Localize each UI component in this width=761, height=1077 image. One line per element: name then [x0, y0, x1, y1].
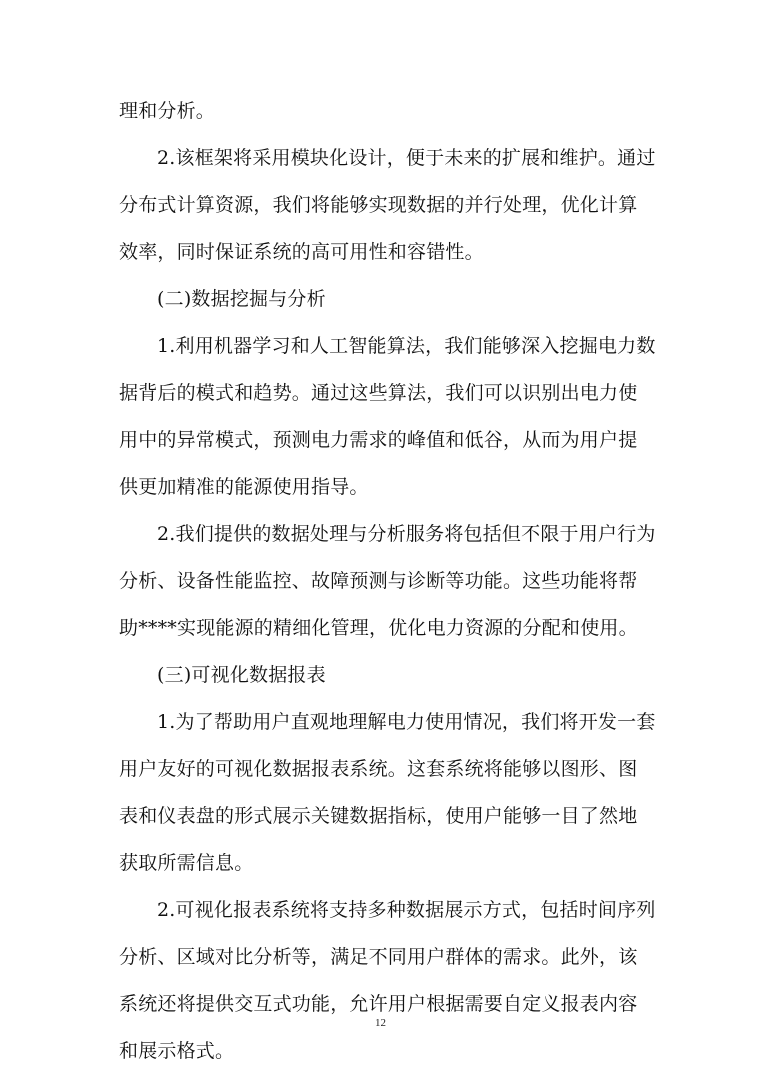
- text-line: 供更加精准的能源使用指导。: [119, 476, 369, 498]
- text-line: 用户友好的可视化数据报表系统。这套系统将能够以图形、图: [119, 758, 638, 780]
- text-line: 用中的异常模式，预测电力需求的峰值和低谷，从而为用户提: [119, 429, 638, 451]
- paragraph-first-line: 1.为了帮助用户直观地理解电力使用情况，我们将开发一套: [157, 711, 656, 733]
- paragraph-first-line: 2.可视化报表系统将支持多种数据展示方式，包括时间序列: [157, 899, 656, 921]
- text-line: 系统还将提供交互式功能，允许用户根据需要自定义报表内容: [119, 993, 638, 1015]
- text-line: 助****实现能源的精细化管理，优化电力资源的分配和使用。: [119, 617, 638, 639]
- paragraph-first-line: 1.利用机器学习和人工智能算法，我们能够深入挖掘电力数: [157, 335, 656, 357]
- paragraph-first-line: 2.我们提供的数据处理与分析服务将包括但不限于用户行为: [157, 523, 656, 545]
- section-heading: (三)可视化数据报表: [157, 664, 326, 686]
- section-heading: (二)数据挖掘与分析: [157, 288, 326, 310]
- paragraph-first-line: 2.该框架将采用模块化设计，便于未来的扩展和维护。通过: [157, 147, 656, 169]
- text-line: 表和仪表盘的形式展示关键数据指标，使用户能够一目了然地: [119, 805, 638, 827]
- text-line: 效率，同时保证系统的高可用性和容错性。: [119, 241, 484, 263]
- text-line: 据背后的模式和趋势。通过这些算法，我们可以识别出电力使: [119, 382, 638, 404]
- text-line: 理和分析。: [119, 100, 216, 122]
- text-line: 分析、区域对比分析等，满足不同用户群体的需求。此外，该: [119, 946, 638, 968]
- text-line: 分析、设备性能监控、故障预测与诊断等功能。这些功能将帮: [119, 570, 638, 592]
- body-text: [119, 88, 656, 1075]
- text-line: 和展示格式。: [119, 1040, 235, 1062]
- page-number: 12: [375, 1017, 386, 1029]
- text-line: 获取所需信息。: [119, 852, 254, 874]
- text-line: 分布式计算资源，我们将能够实现数据的并行处理，优化计算: [119, 194, 638, 216]
